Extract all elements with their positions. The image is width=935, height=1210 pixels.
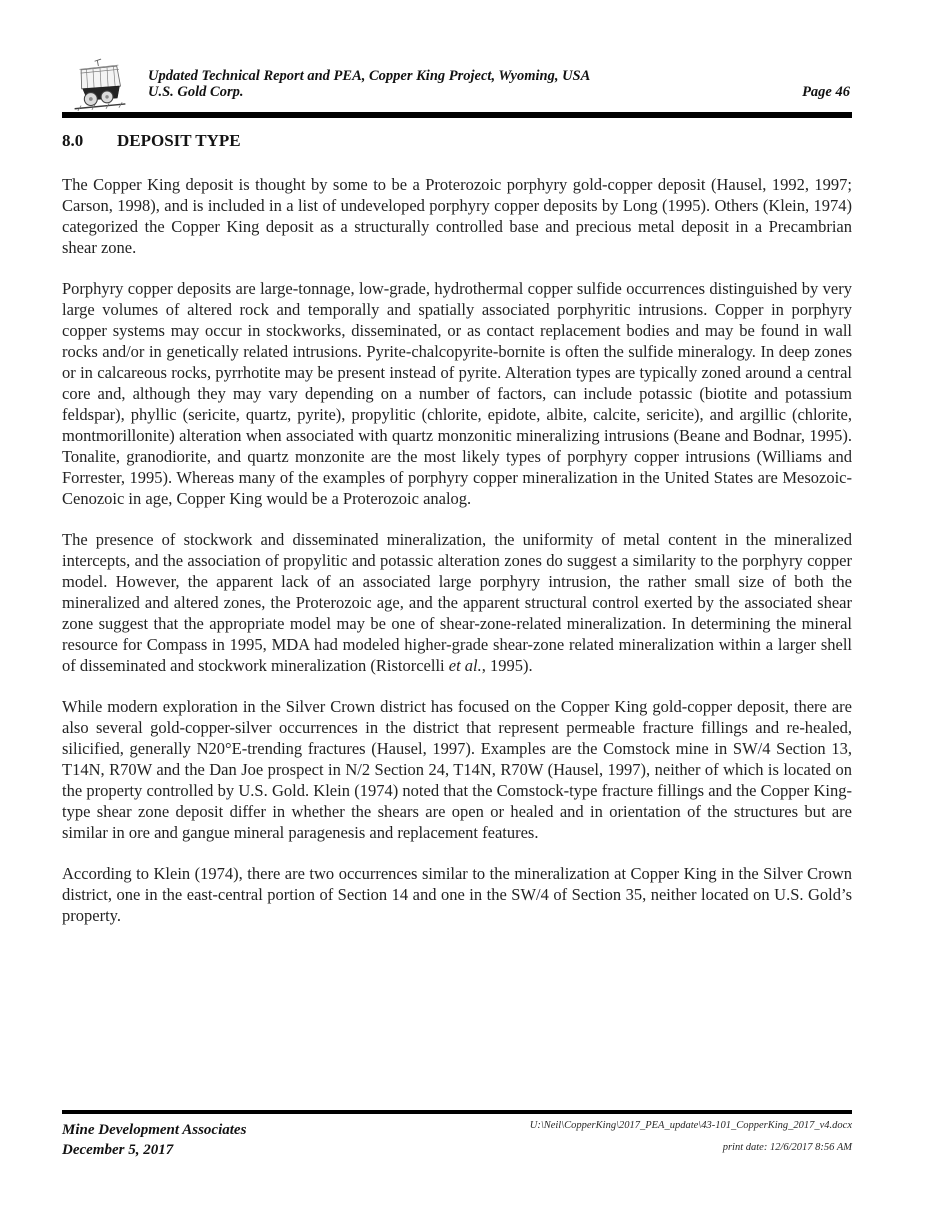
paragraph: The presence of stockwork and disseminated mineralization, the uniformity of metal content in the mineralized intercepts, and the association of propylitic and potassic alteration zones do suggest a similarity to the porphyry copper model. However, the apparent lack of an associated large porphyry intrusion, the rather small size of both the mineralized and altered zones, the Proterozoic age, and the apparent structural control exerted by the associated shear zone suggest that the appropriate model may be one of shear-zone-related mineralization. In determining the mineral resource for Compass in 1995, MDA had modeled higher-grade shear-zone related mineralization within a larger shell of disseminated and stockwork mineralization (Ristorcelli et al., 1995). <box>62 530 852 675</box>
section-heading <box>62 131 852 151</box>
footer-date: December 5, 2017 <box>62 1142 174 1158</box>
section-number: 8.0 <box>62 131 84 150</box>
footer-print-date: print date: 12/6/2017 8:56 AM <box>722 1142 852 1153</box>
footer-row <box>62 1120 852 1160</box>
paragraph: The Copper King deposit is thought by some to be a Proterozoic porphyry gold-copper deposit (Hausel, 1992, 1997; Carson, 1998), and is included in a list of undeveloped porphyry copper deposits by Long (1995). Others (Klein, 1974) categorized the Copper King deposit as a structurally controlled base and precious metal deposit in a Precambrian shear zone. <box>62 175 852 257</box>
footer-rule <box>62 1110 852 1114</box>
document-body <box>62 131 852 946</box>
paragraph: While modern exploration in the Silver Crown district has focused on the Copper King gold-copper deposit, there are also several gold-copper-silver occurrences in the district that represent permeable fracture fillings and re-healed, silicified, generally N20°E-trending fractures (Hausel, 1997). Examples are the Comstock mine in SW/4 Section 13, T14N, R70W and the Dan Joe prospect in N/2 Section 24, T14N, R70W (Hausel, 1997), neither of which is located on the property controlled by U.S. Gold. Klein (1974) noted that the Comstock-type fracture fillings and the Copper King-type shear zone deposit differ in whether the shears are open or healed and in orientation of the structures but are similar in ore and gangue mineral paragenesis and replacement features. <box>62 697 852 842</box>
mine-cart-logo-icon <box>70 58 130 112</box>
header-company-name: U.S. Gold Corp. <box>148 84 244 100</box>
page-content <box>62 0 852 1210</box>
footer-left-block <box>62 1120 246 1160</box>
paragraph: Porphyry copper deposits are large-tonnage, low-grade, hydrothermal copper sulfide occurrences distinguished by very large volumes of altered rock and temporally and spatially associated porphyritic intrusions. Copper in porphyry copper systems may occur in stockworks, disseminated, or as contact replacement bodies and may be found in wall rocks and/or in genetically related intrusions. Pyrite-chalcopyrite-bornite is often the sulfide mineralogy. In deep zones or in calcareous rocks, pyrrhotite may be present instead of pyrite. Alteration types are typically zoned around a central core and, although they may vary depending on a number of factors, can include potassic (biotite and potassium feldspar), phyllic (sericite, quartz, pyrite), propylitic (chlorite, epidote, albite, calcite, sericite), and argillic (chlorite, montmorillonite) alteration when associated with quartz monzonitic mineralizing intrusions (Beane and Bodnar, 1995). Tonalite, granodiorite, and quartz monzonite are the most likely types of porphyry copper intrusions (Williams and Forrester, 1995). Whereas many of the examples of porphyry copper mineralization in the United States are Mesozoic-Cenozoic in age, Copper King would be a Proterozoic analog. <box>62 279 852 508</box>
footer-right-block <box>530 1120 852 1154</box>
header-rule <box>62 112 852 118</box>
page-number: Page 46 <box>802 84 850 100</box>
header-title-block <box>148 68 590 100</box>
footer-organization: Mine Development Associates <box>62 1122 247 1138</box>
header-report-title: Updated Technical Report and PEA, Copper King Project, Wyoming, USA <box>148 68 591 84</box>
section-title: DEPOSIT TYPE <box>117 131 241 150</box>
footer-file-path: U:\Neil\CopperKing\2017_PEA_update\43-101_CopperKing_2017_v4.docx <box>529 1120 852 1131</box>
report-footer <box>62 1110 852 1160</box>
body-paragraphs <box>62 174 852 926</box>
paragraph: According to Klein (1974), there are two occurrences similar to the mineralization at Copper King in the Silver Crown district, one in the east-central portion of Section 14 and one in the SW/4 of Section 35, neither located on U.S. Gold’s property. <box>62 864 852 925</box>
